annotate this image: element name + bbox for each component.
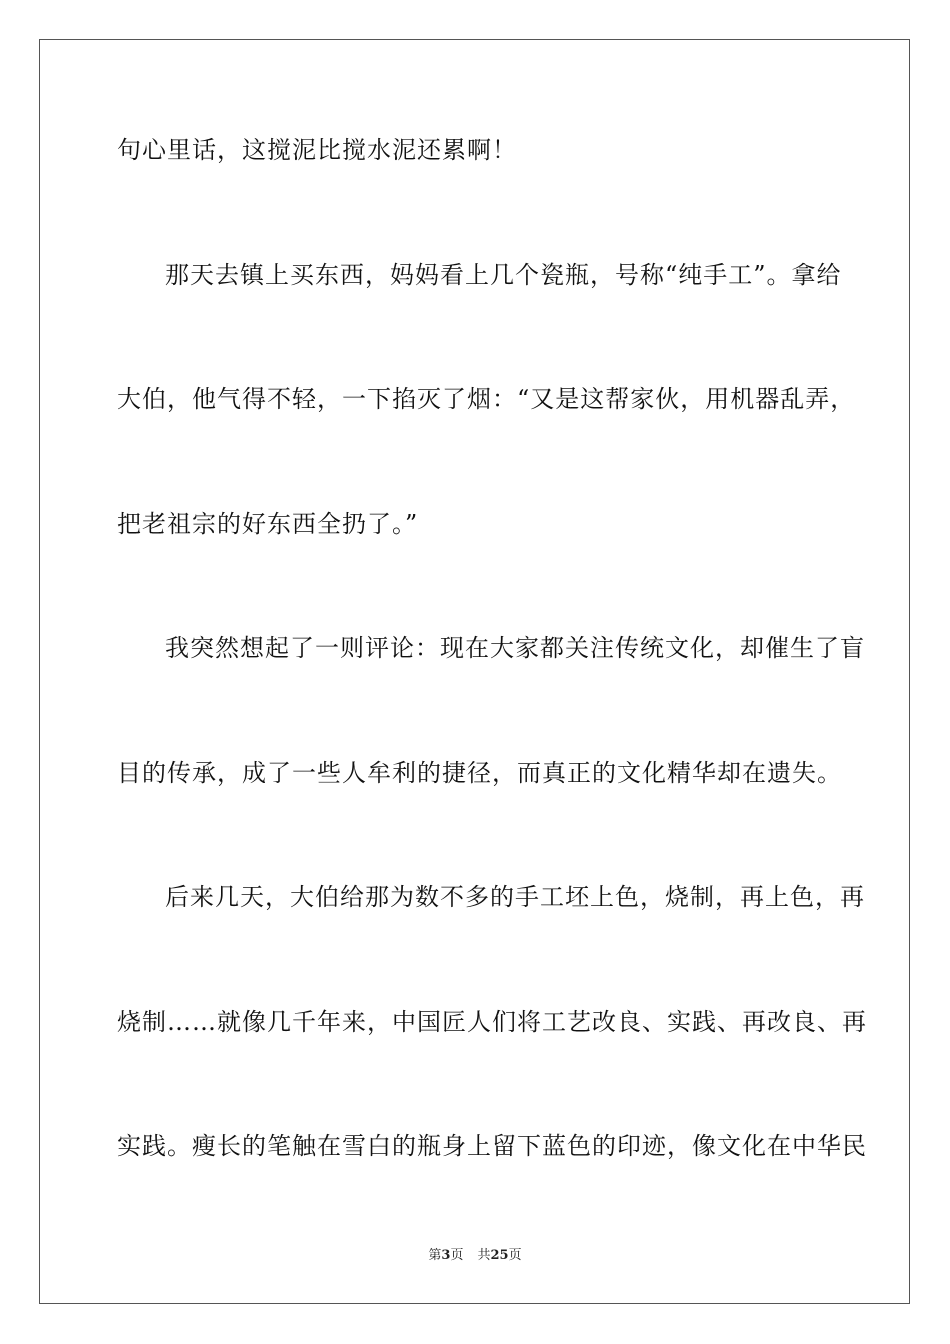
text-line-5: 我突然想起了一则评论：现在大家都关注传统文化，却催生了盲 [165, 634, 865, 662]
text-line-7: 后来几天，大伯给那为数不多的手工坯上色，烧制，再上色，再 [165, 883, 865, 911]
text-line-6: 目的传承，成了一些人牟利的捷径，而真正的文化精华却在遗失。 [117, 759, 842, 787]
text-line-4: 把老祖宗的好东西全扔了。” [117, 510, 419, 538]
text-line-1: 句心里话，这搅泥比搅水泥还累啊！ [117, 136, 517, 164]
text-line-9: 实践。瘦长的笔触在雪白的瓶身上留下蓝色的印迹，像文化在中华民 [117, 1132, 867, 1160]
page-suffix: 页 [450, 1248, 464, 1263]
total-pages: 25 [490, 1248, 509, 1263]
page-prefix: 第 [428, 1248, 442, 1263]
total-suffix: 页 [508, 1248, 522, 1263]
page-footer [0, 1247, 950, 1265]
text-line-2: 那天去镇上买东西，妈妈看上几个瓷瓶，号称“纯手工”。拿给 [165, 261, 842, 289]
total-prefix: 共 [477, 1248, 491, 1263]
text-line-3: 大伯，他气得不轻，一下掐灭了烟：“又是这帮家伙，用机器乱弄， [117, 385, 856, 413]
text-line-8: 烧制……就像几千年来，中国匠人们将工艺改良、实践、再改良、再 [117, 1008, 867, 1036]
page-number: 3 [441, 1248, 451, 1263]
page-frame [39, 39, 910, 1304]
